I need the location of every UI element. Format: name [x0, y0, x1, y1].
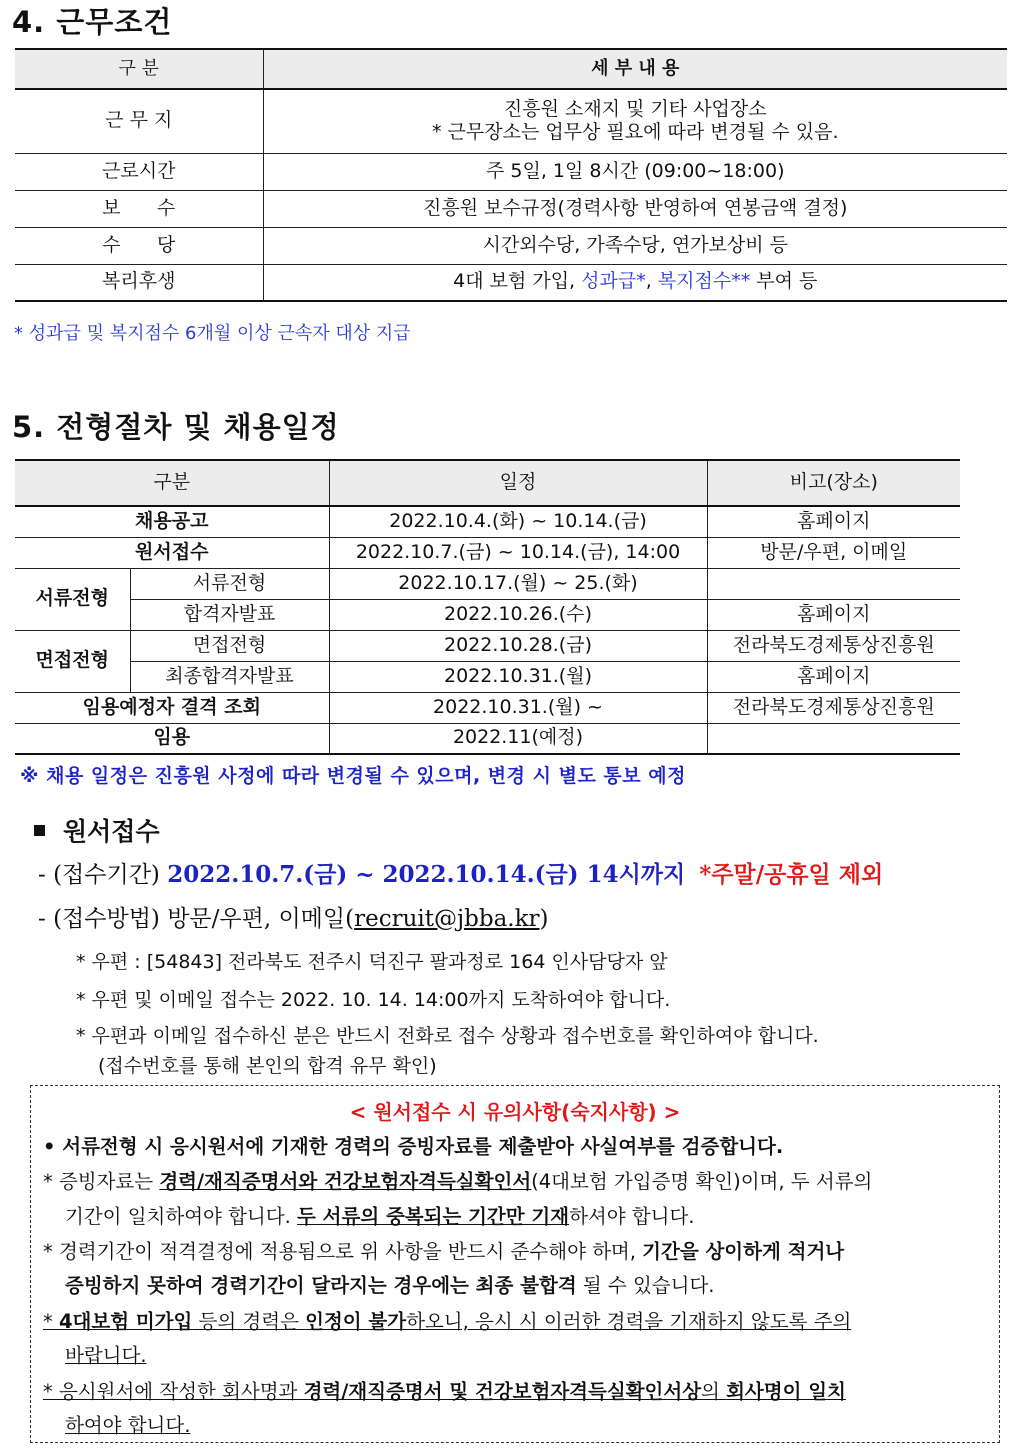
confirm-note: * 우편과 이메일 접수하신 분은 반드시 전화로 접수 상황과 접수번호를 확인하여야 합니다.: [76, 1025, 819, 1047]
table-row: [15, 227, 1007, 264]
date-cell: 2022.10.7.(금) ~ 10.14.(금), 14:00: [329, 537, 707, 568]
benefit-bonus: 성과급*: [581, 270, 646, 293]
caution-item: • 서류전형 시 응시원서에 기재한 경력의 증빙자료를 제출받아 사실여부를 검증합니다.: [43, 1135, 784, 1158]
application-method: [38, 900, 549, 933]
application-period: [38, 856, 883, 889]
period-exclusion: *주말/공휴일 제외: [699, 861, 884, 888]
date-cell: 2022.11(예정): [329, 723, 707, 754]
table-row: [15, 506, 960, 537]
row-label: 복리후생: [15, 264, 263, 301]
header-category: 구 분: [15, 49, 263, 89]
table-row: [15, 568, 960, 599]
section4-note: * 성과급 및 복지점수 6개월 이상 근속자 대상 지급: [14, 323, 411, 344]
date-cell: 2022.10.4.(화) ~ 10.14.(금): [329, 506, 707, 537]
table-row: [15, 599, 960, 630]
benefit-tail: 부여 등: [750, 270, 818, 293]
row-label: 근로시간: [15, 153, 263, 190]
period-label: - (접수기간): [38, 862, 168, 888]
benefit-welfare: 복지점수**: [657, 270, 751, 293]
working-conditions-table: [15, 48, 1007, 302]
benefit-text: 4대 보험 가입,: [453, 270, 582, 293]
table-row: [15, 630, 960, 661]
caution-item: * 경력기간이 적격결정에 적용됨으로 위 사항을 반드시 준수해야 하며, 기간을 상이하게 적거나: [43, 1240, 845, 1263]
row-value: 주 5일, 1일 8시간 (09:00~18:00): [263, 153, 1007, 190]
workplace-line1: 진흥원 소재지 및 기타 사업장소: [503, 97, 767, 120]
step-cell: 임용예정자 결격 조회: [15, 692, 329, 723]
note-cell: 전라북도경제통상진흥원: [707, 692, 960, 723]
group-cell: 서류전형: [15, 568, 130, 630]
row-label: 수 당: [15, 227, 263, 264]
section5-title: 5. 전형절차 및 채용일정: [12, 410, 340, 444]
method-label: - (접수방법) 방문/우편, 이메일(: [38, 906, 355, 932]
row-label: 보 수: [15, 190, 263, 227]
note-cell: 방문/우편, 이메일: [707, 537, 960, 568]
table-row: [15, 723, 960, 754]
row-value: [263, 264, 1007, 301]
table-header-row: [15, 49, 1007, 89]
caution-item: * 4대보험 미가입 등의 경력은 인정이 불가하오니, 응시 시 이러한 경력을 기재하지 않도록 주의: [43, 1310, 852, 1333]
caution-item-cont: 바랍니다.: [65, 1344, 147, 1367]
period-value: 2022.10.7.(금) ~ 2022.10.14.(금) 14시까지: [167, 861, 686, 888]
note-cell: 홈페이지: [707, 661, 960, 692]
step-cell: 합격자발표: [130, 599, 329, 630]
table-row: [15, 190, 1007, 227]
note-cell: 홈페이지: [707, 599, 960, 630]
caution-item-cont: 증빙하지 못하여 경력기간이 달라지는 경우에는 최종 불합격 될 수 있습니다.: [65, 1274, 715, 1297]
note-cell: [707, 568, 960, 599]
mail-address-note: * 우편 : [54843] 전라북도 전주시 덕진구 팔과정로 164 인사담당자 앞: [76, 951, 668, 973]
schedule-table: [15, 459, 960, 755]
date-cell: 2022.10.31.(월) ~: [329, 692, 707, 723]
row-value: [263, 89, 1007, 153]
date-cell: 2022.10.26.(수): [329, 599, 707, 630]
square-bullet-icon: [34, 825, 45, 836]
note-cell: 홈페이지: [707, 506, 960, 537]
caution-box: [30, 1085, 1000, 1443]
table-row: [15, 89, 1007, 153]
table-row: [15, 661, 960, 692]
workplace-line2: * 근무장소는 업무상 필요에 따라 변경될 수 있음.: [431, 121, 839, 144]
method-close: ): [539, 906, 549, 932]
row-label: 근 무 지: [15, 89, 263, 153]
date-cell: 2022.10.28.(금): [329, 630, 707, 661]
caution-item: * 응시원서에 작성한 회사명과 경력/재직증명서 및 건강보험자격득실확인서상의 회사명이 일치: [43, 1380, 846, 1403]
benefit-sep: ,: [645, 270, 658, 293]
step-cell: 최종합격자발표: [130, 661, 329, 692]
caution-item-cont: 기간이 일치하여야 합니다. 두 서류의 중복되는 기간만 기재하셔야 합니다.: [65, 1205, 695, 1228]
table-header-row: [15, 460, 960, 506]
date-cell: 2022.10.31.(월): [329, 661, 707, 692]
confirm-note-sub: (접수번호를 통해 본인의 합격 유무 확인): [98, 1055, 437, 1077]
note-cell: [707, 723, 960, 754]
table-row: [15, 537, 960, 568]
table-row: [15, 692, 960, 723]
step-cell: 임용: [15, 723, 329, 754]
table-row: [15, 264, 1007, 301]
group-cell: 면접전형: [15, 630, 130, 692]
step-cell: 면접전형: [130, 630, 329, 661]
header-date: 일정: [329, 460, 707, 506]
header-step: 구분: [15, 460, 329, 506]
application-heading: [34, 812, 160, 848]
schedule-change-notice: ※ 채용 일정은 진흥원 사정에 따라 변경될 수 있으며, 변경 시 별도 통보 예정: [20, 765, 686, 787]
step-cell: 서류전형: [130, 568, 329, 599]
application-title: 원서접수: [63, 817, 160, 846]
header-details: 세 부 내 용: [263, 49, 1007, 89]
deadline-note: * 우편 및 이메일 접수는 2022. 10. 14. 14:00까지 도착하여야 합니다.: [76, 989, 671, 1011]
row-value: 진흥원 보수규정(경력사항 반영하여 연봉금액 결정): [263, 190, 1007, 227]
caution-title: < 원서접수 시 유의사항(숙지사항) >: [349, 1100, 681, 1124]
email-link[interactable]: recruit@jbba.kr: [354, 906, 540, 932]
table-row: [15, 153, 1007, 190]
section4-title: 4. 근무조건: [12, 5, 173, 39]
header-note: 비고(장소): [707, 460, 960, 506]
step-cell: 원서접수: [15, 537, 329, 568]
caution-item-cont: 하여야 합니다.: [65, 1414, 191, 1437]
note-cell: 전라북도경제통상진흥원: [707, 630, 960, 661]
date-cell: 2022.10.17.(월) ~ 25.(화): [329, 568, 707, 599]
row-value: 시간외수당, 가족수당, 연가보상비 등: [263, 227, 1007, 264]
step-cell: 채용공고: [15, 506, 329, 537]
caution-item: * 증빙자료는 경력/재직증명서와 건강보험자격득실확인서(4대보험 가입증명 확인)이며, 두 서류의: [43, 1170, 873, 1193]
